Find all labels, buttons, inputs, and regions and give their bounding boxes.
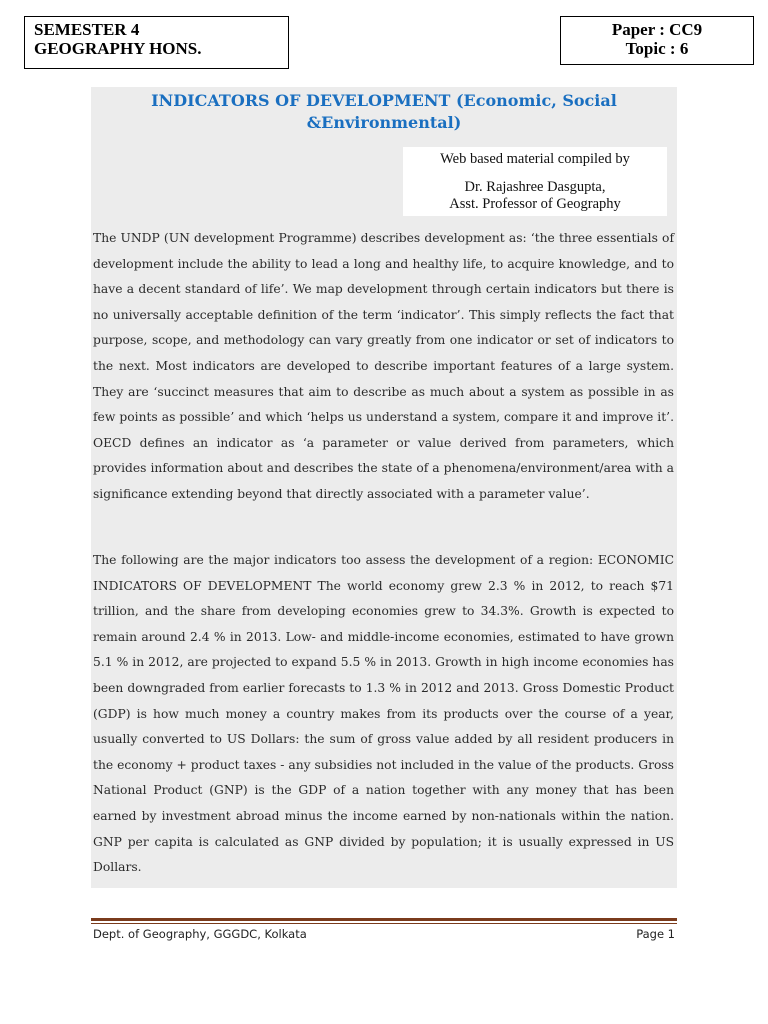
paragraph-economic-indicators: The following are the major indicators too assess the development of a region: ECONOMIC INDICATORS OF DEVELOPMENT The world economy grew 2.3 % in 2012, to reach $71 trillion, and the share from developing economies grew to 34.3%. Growth is expected to remain around 2.4 % in 2013. Low- and middle-income economies, estimated to have grown 5.1 % in 2012, are projected to expand 5.5 % in 2013. Growth in high income economies has been downgraded from earlier forecasts to 1.3 % in 2012 and 2013. Gross Domestic Product (GDP) is how much money a country makes from its products over the course of a year, usually converted to US Dollars: the sum of gross value added by all resident producers in the economy + product taxes - any subsidies not included in the value of the products. Gross National Product (GNP) is the GDP of a nation together with any money that has been earned by investment abroad minus the income earned by non-nationals within the nation. GNP per capita is calculated as GNP divided by population; it is usually expressed in US Dollars. <box>93 553 674 875</box>
semester-label: SEMESTER 4 <box>34 20 140 39</box>
paper-topic-box <box>560 16 754 65</box>
credit-box <box>403 147 667 216</box>
document-body <box>91 87 677 888</box>
credit-intro: Web based material compiled by <box>440 151 630 167</box>
author-designation: Asst. Professor of Geography <box>449 196 621 212</box>
page-number: Page 1 <box>636 927 675 941</box>
course-label: GEOGRAPHY HONS. <box>34 39 202 58</box>
author-name: Dr. Rajashree Dasgupta, <box>464 179 606 195</box>
paragraph-undp-definition: The UNDP (UN development Programme) describes development as: ‘the three essentials of development include the ability to lead a long and healthy life, to acquire knowledge, and to have a decent standard of life’. We map development through certain indicators but there is no universally acceptable definition of the term ‘indicator’. This simply reflects the fact that purpose, scope, and methodology can vary greatly from one indicator or set of indicators to the next. Most indicators are developed to describe important features of a large system. They are ‘succinct measures that aim to describe as much about a system as possible in as few points as possible’ and which ‘helps us understand a system, compare it and improve it’. OECD defines an indicator as ‘a parameter or value derived from parameters, which provides information about and describes the state of a phenomena/environment/area with a significance extending beyond that directly associated with a parameter value’. <box>93 231 674 501</box>
topic-label: Topic : 6 <box>625 39 689 58</box>
footer-divider-thick <box>91 918 677 921</box>
document-title: INDICATORS OF DEVELOPMENT (Economic, Social &Environmental) <box>151 91 617 132</box>
semester-box <box>24 16 289 69</box>
footer-divider-thin <box>91 923 677 924</box>
footer-department: Dept. of Geography, GGGDC, Kolkata <box>93 927 307 941</box>
paper-label: Paper : CC9 <box>611 20 703 39</box>
